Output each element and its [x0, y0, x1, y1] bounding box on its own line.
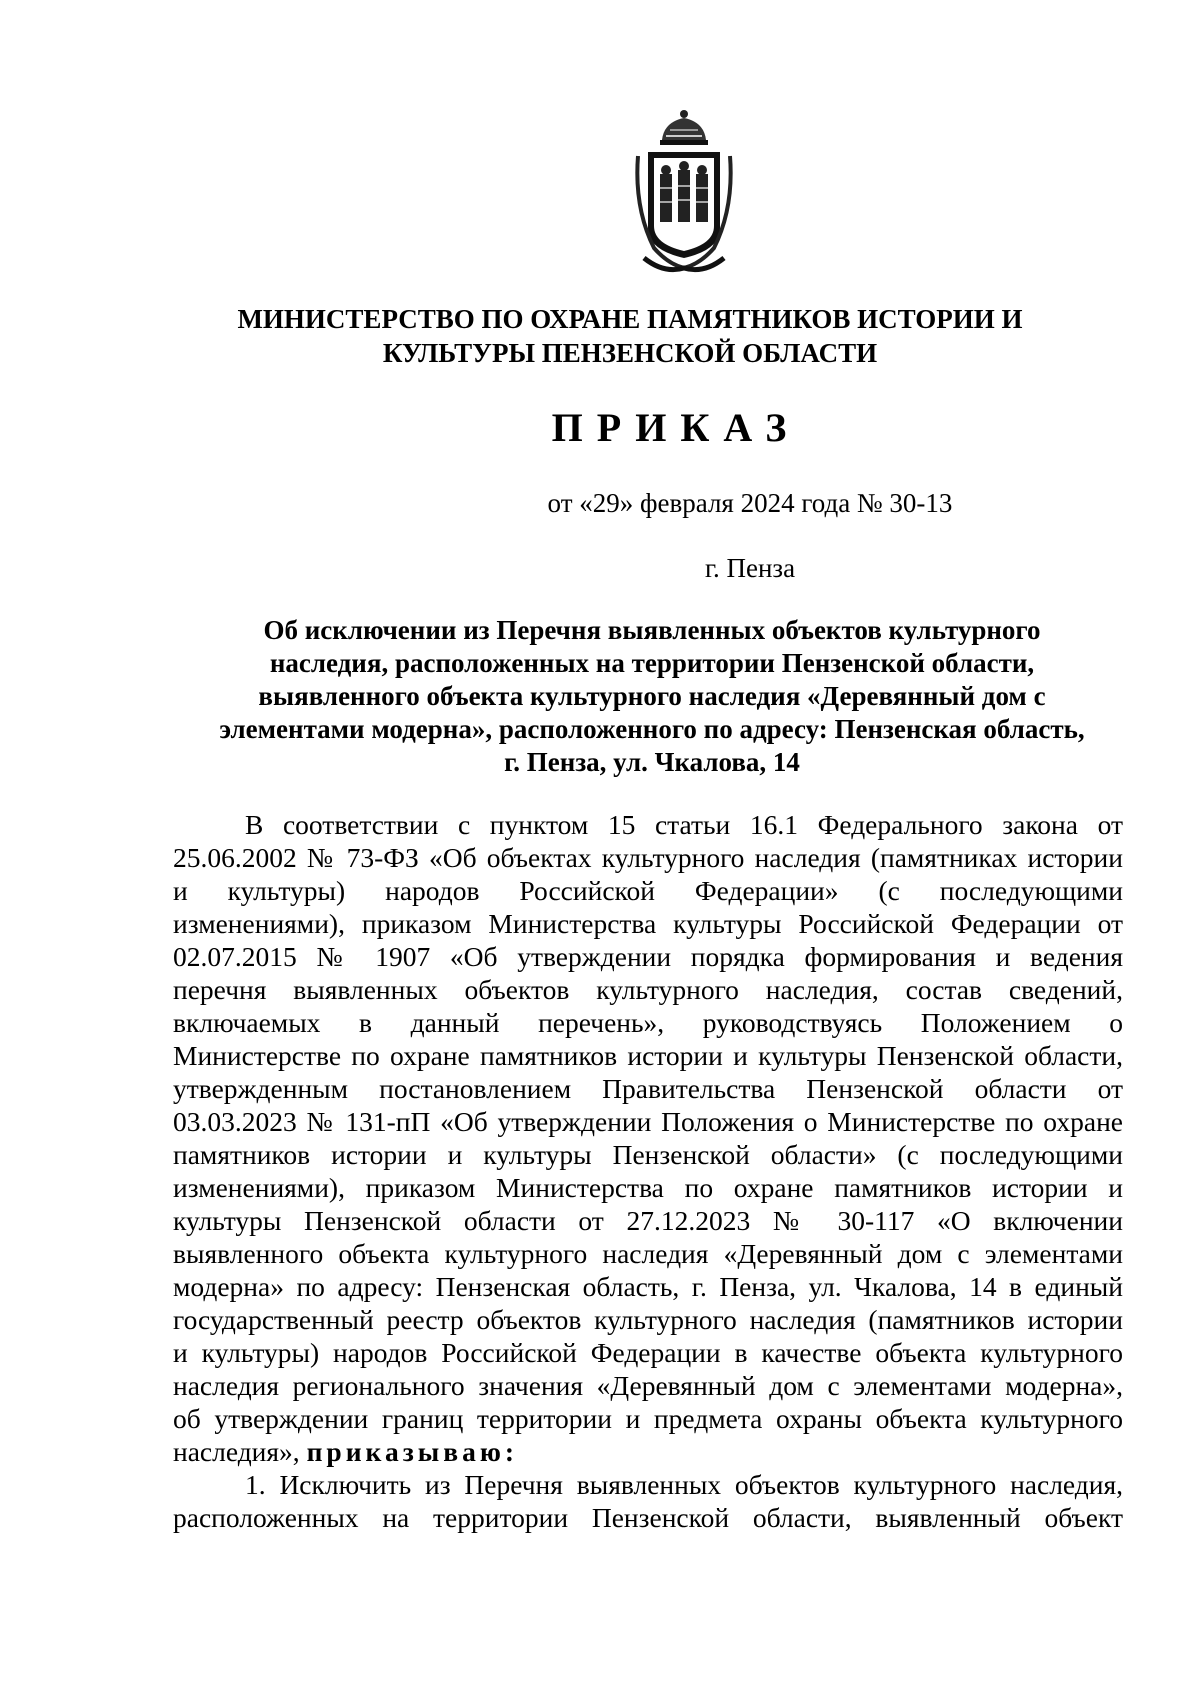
body-line: 03.03.2023 № 131-пП «Об утверждении Положения о Министерстве по охране [173, 1106, 1123, 1137]
order-word: приказываю: [306, 1436, 519, 1467]
body-line-order [173, 1435, 1123, 1468]
body-line: Министерстве по охране памятников истории и культуры Пензенской области, [173, 1040, 1123, 1071]
ministry-name [150, 302, 1110, 370]
body-line: 25.06.2002 № 73-ФЗ «Об объектах культурного наследия (памятниках истории [173, 842, 1123, 873]
body-line: 02.07.2015 № 1907 «Об утверждении порядка формирования и ведения [173, 941, 1123, 972]
body-line: об утверждении границ территории и предмета охраны объекта культурного [173, 1403, 1123, 1434]
subject-line: выявленного объекта культурного наследия «Деревянный дом с [258, 681, 1046, 711]
body-line: наследия регионального значения «Деревянный дом с элементами модерна», [173, 1370, 1123, 1401]
body-line: выявленного объекта культурного наследия «Деревянный дом с элементами [173, 1238, 1123, 1269]
coat-of-arms-icon [634, 108, 734, 274]
subject-line: элементами модерна», расположенного по адресу: Пензенская область, [219, 714, 1085, 744]
document-title: ПРИКАЗ [551, 405, 801, 450]
order-date-number: от «29» февраля 2024 года № 30-13 [547, 488, 953, 518]
body-line: государственный реестр объектов культурного наследия (памятников истории [173, 1304, 1123, 1335]
ministry-name-line-2: КУЛЬТУРЫ ПЕНЗЕНСКОЙ ОБЛАСТИ [382, 338, 878, 368]
body-line: памятников истории и культуры Пензенской области» (с последующими [173, 1139, 1123, 1170]
body-line: и культуры) народов Российской Федерации в качестве объекта культурного [173, 1337, 1123, 1368]
body-line: включаемых в данный перечень», руководствуясь Положением о [173, 1007, 1123, 1038]
body-line: и культуры) народов Российской Федерации» (с последующими [173, 875, 1123, 906]
subject-line: Об исключении из Перечня выявленных объектов культурного [263, 615, 1041, 645]
order-body [173, 808, 1123, 1534]
body-line: изменениями), приказом Министерства по охране памятников истории и [173, 1172, 1123, 1203]
item-1-line-1: 1. Исключить из Перечня выявленных объектов культурного наследия, [245, 1469, 1123, 1500]
item-1-line-2: расположенных на территории Пензенской области, выявленный объект [173, 1502, 1123, 1533]
ministry-name-line-1: МИНИСТЕРСТВО ПО ОХРАНЕ ПАМЯТНИКОВ ИСТОРИИ И [237, 304, 1023, 334]
subject-line: наследия, расположенных на территории Пензенской области, [269, 648, 1035, 678]
subject-line: г. Пенза, ул. Чкалова, 14 [504, 747, 800, 777]
body-line: утвержденным постановлением Правительства Пензенской области от [173, 1073, 1123, 1104]
body-line: изменениями), приказом Министерства культуры Российской Федерации от [173, 908, 1123, 939]
body-line-prefix: наследия», [173, 1436, 300, 1467]
order-subject [176, 614, 1128, 779]
body-line: В соответствии с пунктом 15 статьи 16.1 Федерального закона от [245, 809, 1123, 840]
body-line: модерна» по адресу: Пензенская область, г. Пенза, ул. Чкалова, 14 в единый [173, 1271, 1123, 1302]
body-line: культуры Пензенской области от 27.12.2023 № 30-117 «О включении [173, 1205, 1123, 1236]
order-city: г. Пенза [704, 553, 796, 583]
body-line: перечня выявленных объектов культурного наследия, состав сведений, [173, 974, 1123, 1005]
